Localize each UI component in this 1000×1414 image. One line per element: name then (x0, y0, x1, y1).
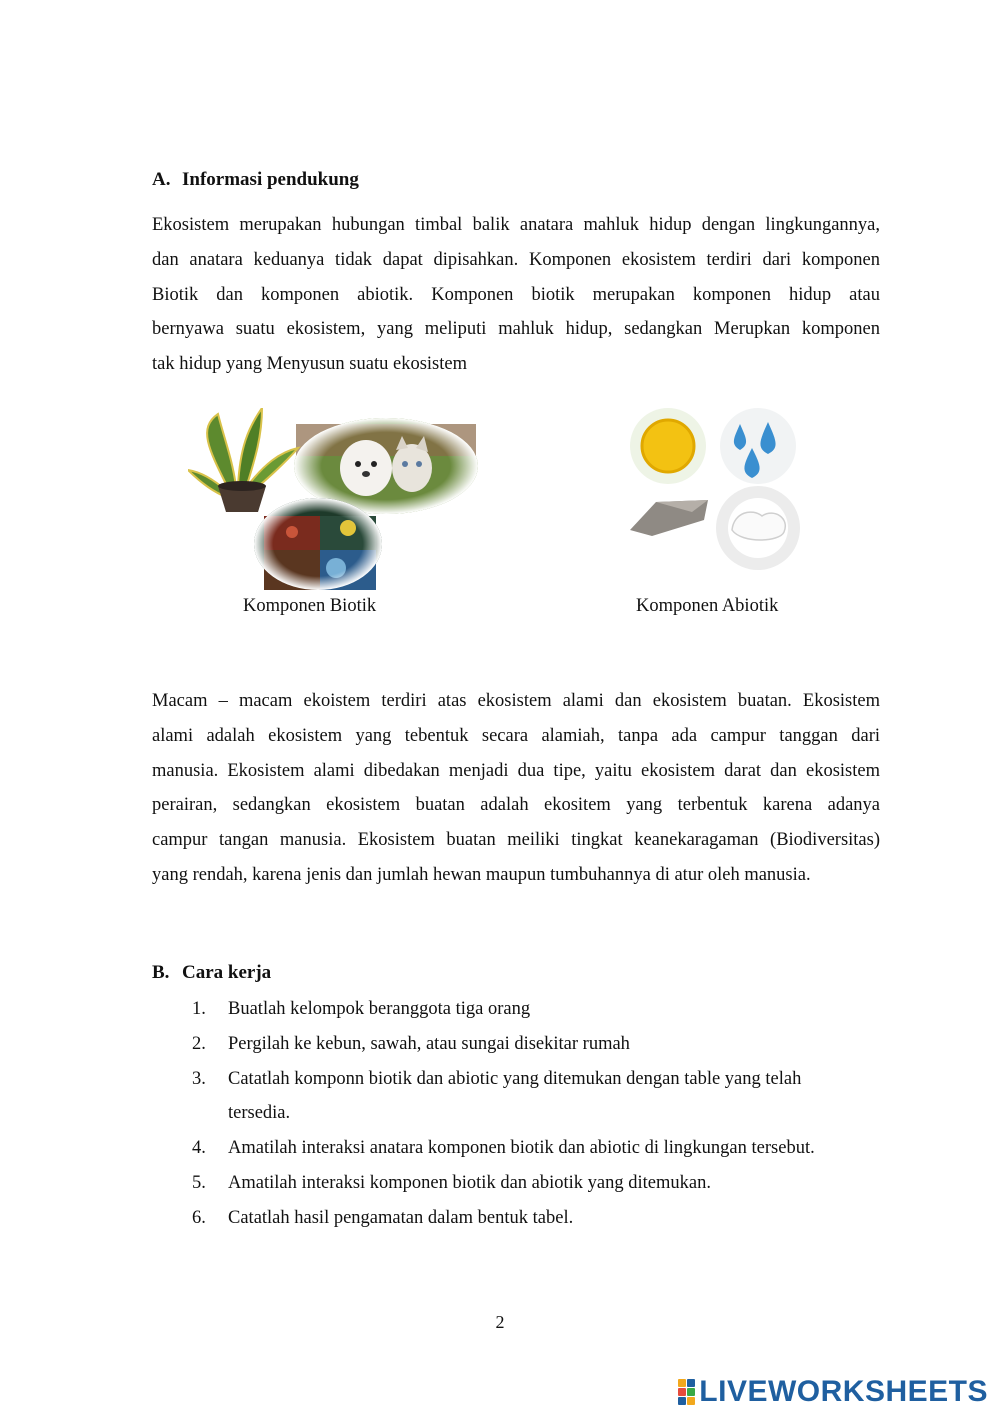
list-item (152, 1201, 892, 1236)
step-text: Amatilah interaksi anatara komponen biotik dan abiotic di lingkungan tersebut. (228, 1138, 815, 1159)
paragraph-line: Macam – macam ekoistem terdiri atas ekosistem alami dan ekosistem buatan. Ekosistem (152, 691, 880, 711)
abiotic-caption: Komponen Abiotik (636, 596, 779, 616)
step-number: 4. (192, 1138, 206, 1159)
section-b-title: Cara kerja (182, 962, 272, 983)
section-b-heading (152, 961, 271, 985)
biotic-caption: Komponen Biotik (243, 596, 377, 616)
sun-icon (630, 408, 706, 484)
section-a-title: Informasi pendukung (182, 169, 359, 190)
list-item (152, 1027, 892, 1062)
paragraph-line: bernyawa suatu ekosistem, yang meliputi mahluk hidup, sedangkan Merupkan komponen (152, 319, 880, 340)
step-number: 1. (192, 999, 206, 1019)
paragraph-line: tak hidup yang Menyusun suatu ekosistem (152, 354, 467, 375)
ecosystem-types-paragraph (152, 684, 880, 893)
list-item (152, 1062, 892, 1132)
page-number: 2 (495, 1312, 505, 1332)
step-text: Catatlah hasil pengamatan dalam bentuk tabel. (228, 1207, 574, 1228)
list-item (152, 1131, 892, 1166)
step-text: Amatilah interaksi komponen biotik dan abiotik yang ditemukan. (228, 1172, 711, 1193)
section-a-heading (152, 168, 359, 192)
step-text: Pergilah ke kebun, sawah, atau sungai disekitar rumah (228, 1033, 630, 1054)
air-cloud-icon (716, 486, 800, 570)
water-drops-icon (720, 408, 796, 484)
paragraph-line: alami adalah ekosistem yang tebentuk secara alamiah, tanpa ada campur tanggan dari (152, 725, 880, 746)
brand-wordmark: LIVEWORKSHEETS (699, 1375, 988, 1408)
paragraph-line: dan anatara keduanya tidak dapat dipisahkan. Komponen ekosistem terdiri dari komponen (152, 249, 880, 270)
section-b-number: B. (152, 962, 170, 983)
paragraph-line: perairan, sedangkan ekosistem buatan adalah ekositem yang terbentuk karena adanya (152, 795, 880, 816)
abiotic-illustration (622, 404, 812, 574)
step-number: 3. (192, 1068, 206, 1089)
step-number: 5. (192, 1172, 206, 1193)
potted-plant-photo (188, 408, 298, 512)
step-number: 2. (192, 1033, 206, 1054)
microorganism-collage (254, 498, 382, 590)
step-text: Catatlah komponn biotik dan abiotic yang ditemukan dengan table yang telah tersedia. (228, 1068, 802, 1124)
liveworksheets-logo-icon (678, 1379, 695, 1405)
liveworksheets-brand[interactable] (678, 1376, 988, 1408)
intro-paragraph (152, 208, 880, 382)
paragraph-line: campur tangan manusia. Ekosistem buatan meiliki tingkat keanekaragaman (Biodiversitas) (152, 830, 880, 851)
paragraph-line: Ekosistem merupakan hubungan timbal balik anatara mahluk hidup dengan lingkungannya, (152, 215, 880, 235)
paragraph-line: Biotik dan komponen abiotik. Komponen biotik merupakan komponen hidup atau (152, 284, 880, 305)
work-steps-list (152, 992, 892, 1236)
step-number: 6. (192, 1207, 206, 1228)
paragraph-line: manusia. Ekosistem alami dibedakan menjadi dua tipe, yaitu ekosistem darat dan ekosistem (152, 760, 880, 781)
list-item (152, 1166, 892, 1201)
paragraph-line: yang rendah, karena jenis dan jumlah hewan maupun tumbuhannya di atur oleh manusia. (152, 864, 811, 885)
rock-icon (630, 500, 708, 536)
biotic-illustration (188, 408, 484, 590)
list-item (152, 992, 892, 1027)
step-text: Buatlah kelompok beranggota tiga orang (228, 999, 531, 1019)
section-a-number: A. (152, 169, 171, 190)
